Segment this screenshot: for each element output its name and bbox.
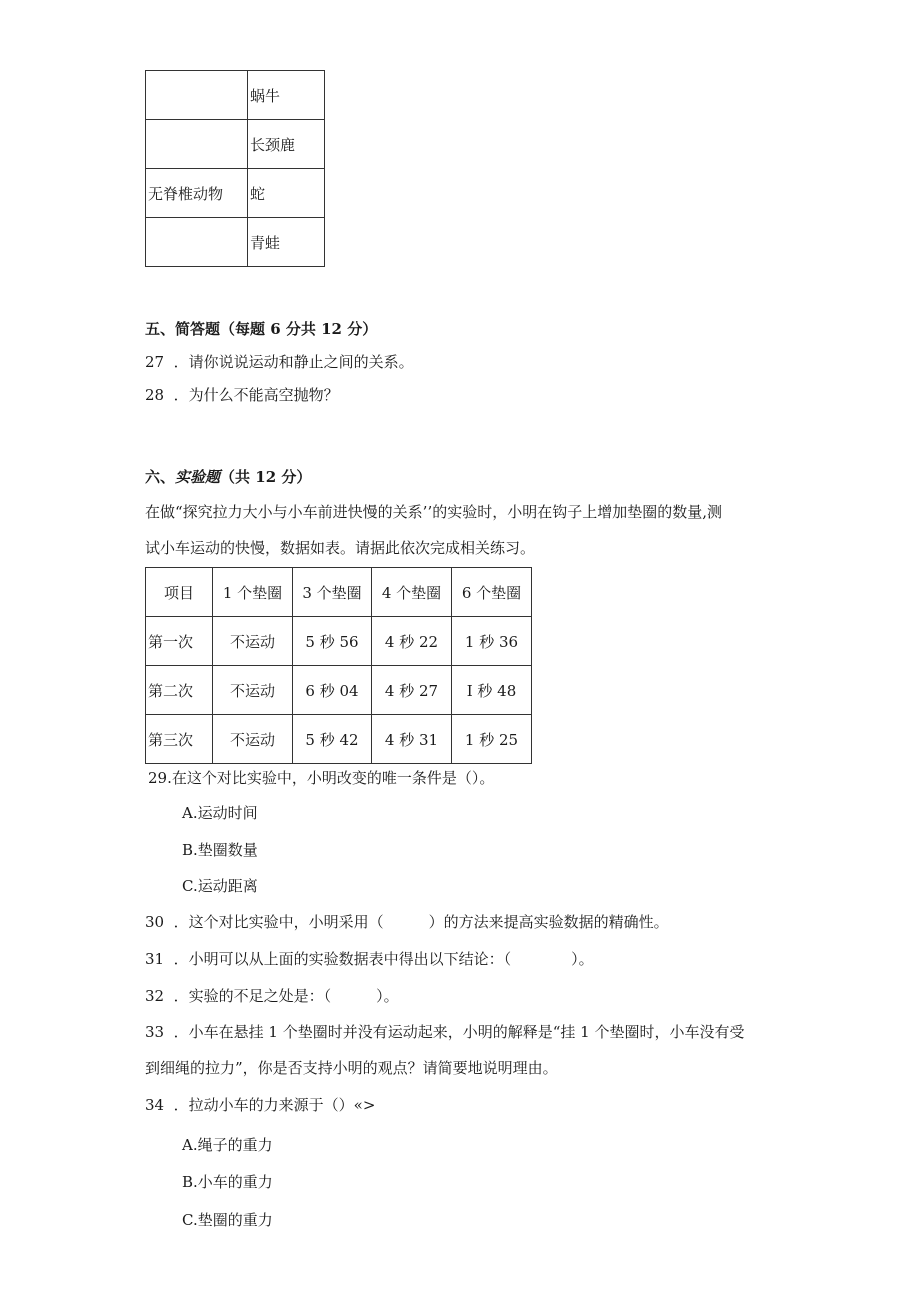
option-b: B.垫圈数量 — [182, 841, 258, 859]
table-cell — [146, 218, 248, 267]
table-cell: 5 秒 56 — [293, 617, 372, 666]
section6-title — [145, 466, 311, 487]
question-text: ．实验的不足之处是：（ ）。 — [173, 987, 399, 1005]
table-cell: 青蛙 — [248, 218, 325, 267]
table-cell: 蛇 — [248, 169, 325, 218]
table-row — [146, 169, 325, 218]
section6-intro-line1: 在做“探究拉力大小与小车前进快慢的关系’’的实验时，小明在钩子上增加垫圈的数量,测 — [145, 503, 722, 521]
question-number: 30 — [145, 913, 165, 931]
table-cell: 第三次 — [146, 715, 213, 764]
question-27 — [145, 351, 414, 372]
table-cell: 1 秒 36 — [452, 617, 532, 666]
table-header-cell: 3 个垫圈 — [293, 568, 372, 617]
question-number: 34 — [145, 1096, 165, 1114]
table-header-cell: 1 个垫圈 — [213, 568, 293, 617]
table-cell: 4 秒 27 — [372, 666, 452, 715]
table-cell: 蜗牛 — [248, 71, 325, 120]
question-number: 27 — [145, 353, 165, 371]
table-row — [146, 617, 532, 666]
question-text: ．请你说说运动和静止之间的关系。 — [173, 353, 414, 371]
table-header-cell: 4 个垫圈 — [372, 568, 452, 617]
table-cell: 4 秒 22 — [372, 617, 452, 666]
table-cell: 4 秒 31 — [372, 715, 452, 764]
option-b: B.小车的重力 — [182, 1173, 273, 1191]
table-cell: I 秒 48 — [452, 666, 532, 715]
question-number: 33 — [145, 1023, 165, 1041]
option-a: A.绳子的重力 — [182, 1136, 273, 1154]
question-text: ．小车在悬挂 1 个垫圈时并没有运动起来，小明的解释是“挂 1 个垫圈时，小车没有受 — [173, 1023, 745, 1041]
table-cell: 不运动 — [213, 666, 293, 715]
table-row — [146, 218, 325, 267]
question-text: ．这个对比实验中，小明采用（ ）的方法来提高实验数据的精确性。 — [173, 913, 669, 931]
table-cell: 第二次 — [146, 666, 213, 715]
table-cell — [146, 71, 248, 120]
question-33 — [145, 1021, 744, 1042]
table-cell — [146, 120, 248, 169]
section6-title-a: 六、 — [145, 468, 176, 486]
table-row — [146, 120, 325, 169]
table-cell: 第一次 — [146, 617, 213, 666]
section6-title-b: 实验题 — [175, 468, 221, 486]
table-cell: 1 秒 25 — [452, 715, 532, 764]
question-34 — [145, 1094, 375, 1115]
table-cell: 无脊椎动物 — [146, 169, 248, 218]
table-cell: 不运动 — [213, 617, 293, 666]
option-a: A.运动时间 — [182, 804, 258, 822]
section5-title: 五、简答题（每题 6 分共 12 分） — [145, 320, 378, 338]
question-number: 31 — [145, 950, 165, 968]
table-header-cell: 6 个垫圈 — [452, 568, 532, 617]
question-33-line2: 到细绳的拉力”，你是否支持小明的观点？请简要地说明理由。 — [145, 1059, 558, 1077]
table-cell: 6 秒 04 — [293, 666, 372, 715]
table-cell: 5 秒 42 — [293, 715, 372, 764]
table-row — [146, 715, 532, 764]
question-number: 28 — [145, 386, 165, 404]
option-c: C.运动距离 — [182, 877, 258, 895]
question-31 — [145, 948, 594, 969]
question-text: ．为什么不能高空抛物？ — [173, 386, 339, 404]
question-text: ．拉动小车的力来源于（）«> — [173, 1096, 376, 1114]
question-text: ．小明可以从上面的实验数据表中得出以下结论：（ ）。 — [173, 950, 594, 968]
table-cell: 不运动 — [213, 715, 293, 764]
table-row — [146, 71, 325, 120]
question-32 — [145, 985, 399, 1006]
table-row — [146, 666, 532, 715]
table-header-cell: 项目 — [146, 568, 213, 617]
table-cell: 长颈鹿 — [248, 120, 325, 169]
question-29: 29.在这个对比实验中，小明改变的唯一条件是（）。 — [148, 769, 495, 787]
section6-intro-line2: 试小车运动的快慢，数据如表。请据此依次完成相关练习。 — [145, 539, 536, 557]
animal-classification-table — [145, 70, 325, 267]
experiment-data-table — [145, 567, 532, 764]
section6-title-c: （共 12 分） — [220, 468, 312, 486]
option-c: C.垫圈的重力 — [182, 1211, 273, 1229]
question-number: 32 — [145, 987, 165, 1005]
table-header-row — [146, 568, 532, 617]
question-30 — [145, 911, 669, 932]
question-28 — [145, 384, 339, 405]
